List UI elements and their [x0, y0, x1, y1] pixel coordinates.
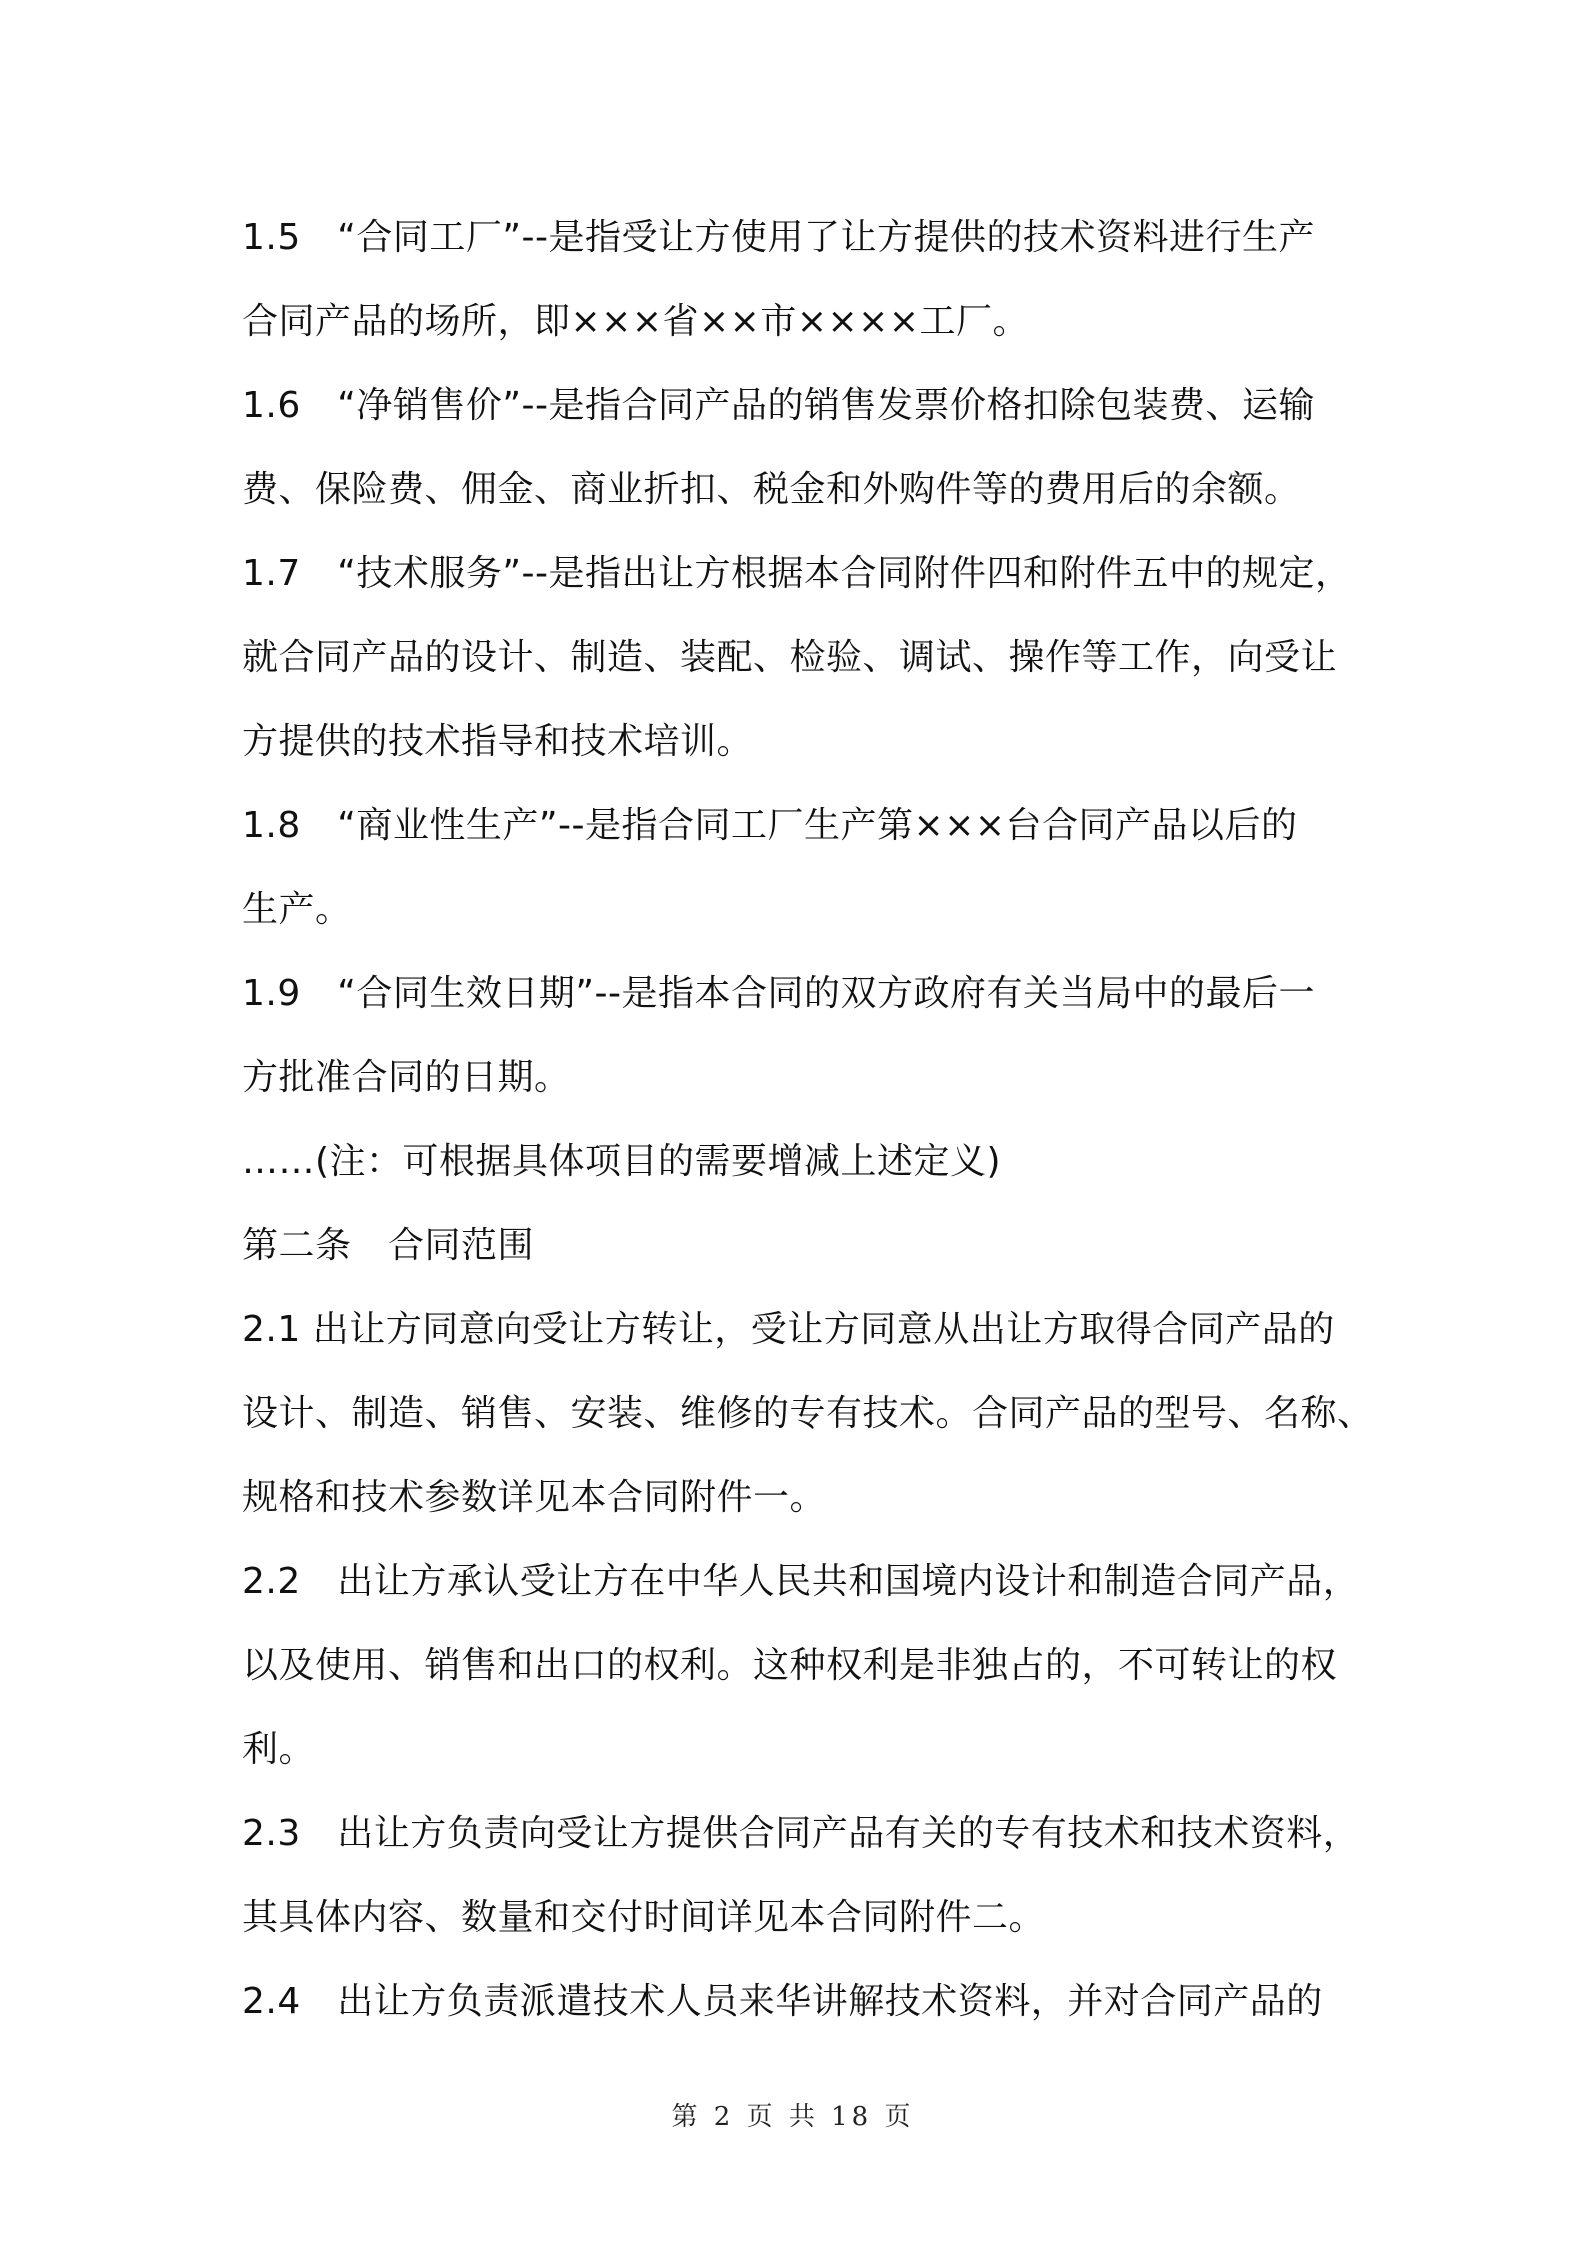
- text-line: 规格和技术参数详见本合同附件一。: [242, 1477, 827, 1518]
- text-line: 2.2 出让方承认受让方在中华人民共和国境内设计和制造合同产品，: [242, 1561, 1360, 1602]
- text-line: 1.7 “技术服务”--是指出让方根据本合同附件四和附件五中的规定，: [242, 553, 1352, 594]
- text-line: 就合同产品的设计、制造、装配、检验、调试、操作等工作，向受让: [242, 637, 1338, 678]
- text-line: 1.5 “合同工厂”--是指受让方使用了让方提供的技术资料进行生产: [242, 217, 1316, 258]
- page-number-footer: 第 2 页 共 18 页: [671, 2102, 915, 2132]
- text-line: 费、保险费、佣金、商业折扣、税金和外购件等的费用后的余额。: [242, 469, 1301, 510]
- note-line: ……(注：可根据具体项目的需要增减上述定义): [242, 1141, 1002, 1182]
- text-line: 方提供的技术指导和技术培训。: [242, 721, 754, 762]
- text-line: 设计、制造、销售、安装、维修的专有技术。合同产品的型号、名称、: [242, 1393, 1374, 1434]
- text-line: 合同产品的场所，即×××省××市××××工厂。: [242, 301, 1029, 342]
- text-line: 方批准合同的日期。: [242, 1057, 571, 1098]
- document-body: [242, 196, 1374, 2044]
- section-heading: 第二条 合同范围: [242, 1225, 535, 1266]
- text-line: 2.4 出让方负责派遣技术人员来华讲解技术资料，并对合同产品的: [242, 1981, 1323, 2022]
- text-line: 以及使用、销售和出口的权利。这种权利是非独占的，不可转让的权: [242, 1645, 1338, 1686]
- text-line: 1.6 “净销售价”--是指合同产品的销售发票价格扣除包装费、运输: [242, 385, 1316, 426]
- text-line: 2.1 出让方同意向受让方转让，受让方同意从出让方取得合同产品的: [242, 1309, 1335, 1350]
- text-line: 生产。: [242, 889, 352, 930]
- text-line: 2.3 出让方负责向受让方提供合同产品有关的专有技术和技术资料，: [242, 1813, 1360, 1854]
- text-line: 利。: [242, 1729, 316, 1770]
- text-line: 1.8 “商业性生产”--是指合同工厂生产第×××台合同产品以后的: [242, 805, 1298, 846]
- text-line: 1.9 “合同生效日期”--是指本合同的双方政府有关当局中的最后一: [242, 973, 1316, 1014]
- text-line: 其具体内容、数量和交付时间详见本合同附件二。: [242, 1897, 1046, 1938]
